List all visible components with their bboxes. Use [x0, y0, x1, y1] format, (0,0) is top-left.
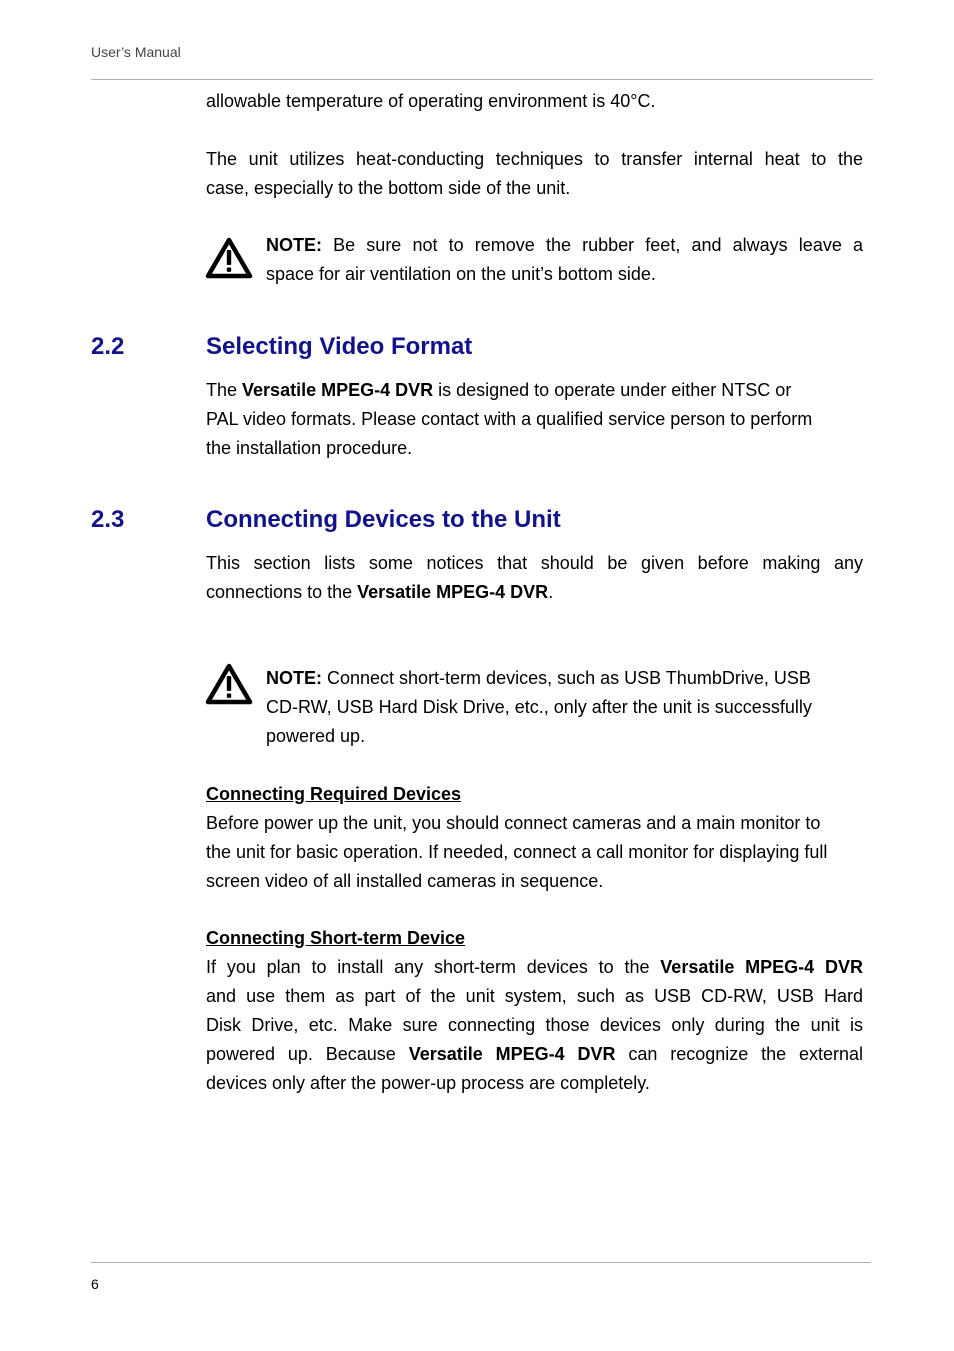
- short-term-line-5: devices only after the power-up process are completely.: [206, 1073, 650, 1093]
- note-ventilation: [266, 231, 863, 289]
- note-ventilation-line-2: space for air ventilation on the unit’s bottom side.: [266, 264, 656, 284]
- note-label: NOTE:: [266, 235, 322, 255]
- note-ventilation-text: Be sure not to remove the rubber feet, and always leave a: [322, 235, 863, 255]
- product-name: Versatile MPEG-4 DVR: [660, 957, 863, 977]
- warning-triangle-icon: [205, 662, 253, 706]
- required-devices-line-3: screen video of all installed cameras in sequence.: [206, 871, 604, 891]
- subheading-required-devices: Connecting Required Devices: [206, 784, 462, 804]
- product-name: Versatile MPEG-4 DVR: [357, 582, 549, 602]
- section-title-selecting-video-format: Selecting Video Format: [206, 333, 473, 360]
- required-devices-line-1: Before power up the unit, you should connect cameras and a main monitor to: [206, 813, 821, 833]
- required-devices-line-2: the unit for basic operation. If needed, connect a call monitor for displaying full: [206, 842, 828, 862]
- video-format-text-post: is designed to operate under either NTSC or: [433, 380, 792, 400]
- section-number-2-3: 2.3: [91, 506, 125, 533]
- connecting-devices-paragraph: [206, 549, 863, 607]
- warning-triangle-icon: [205, 236, 253, 280]
- product-name: Versatile MPEG-4 DVR: [408, 1044, 616, 1064]
- note-short-term-line-1: [266, 664, 863, 693]
- short-term-line-4: [206, 1040, 863, 1069]
- connecting-devices-text-post: .: [548, 582, 554, 602]
- video-format-line-1: [206, 376, 863, 405]
- short-term-text-pre-4: powered up. Because: [206, 1044, 409, 1064]
- subheading-short-term-device: Connecting Short-term Device: [206, 928, 466, 948]
- note-short-term-text: Connect short-term devices, such as USB ThumbDrive, USB: [322, 668, 811, 688]
- note-ventilation-line-1: [266, 231, 863, 260]
- heat-paragraph: [206, 145, 863, 203]
- heat-paragraph-line-2: case, especially to the bottom side of the unit.: [206, 178, 571, 198]
- header-divider: [91, 79, 873, 80]
- short-term-text-post-4: can recognize the external: [615, 1044, 864, 1064]
- page-number: 6: [91, 1276, 99, 1292]
- intro-line: [206, 87, 863, 116]
- heat-paragraph-line-1: The unit utilizes heat-conducting techniques to transfer internal heat to the: [206, 149, 863, 169]
- video-format-paragraph: [206, 376, 863, 463]
- short-term-line-3: Disk Drive, etc. Make sure connecting those devices only during the unit is: [206, 1015, 863, 1035]
- video-format-text-pre: The: [206, 380, 243, 400]
- short-term-device-paragraph: [206, 953, 863, 1098]
- intro-text: allowable temperature of operating environment is 40°C.: [206, 91, 656, 111]
- section-title-connecting-devices: Connecting Devices to the Unit: [206, 506, 561, 533]
- note-short-term-line-2: CD-RW, USB Hard Disk Drive, etc., only after the unit is successfully: [266, 697, 812, 717]
- short-term-text-pre: If you plan to install any short-term devices to the: [206, 957, 661, 977]
- connecting-devices-text-pre: connections to the: [206, 582, 358, 602]
- connecting-devices-line-1: This section lists some notices that should be given before making any: [206, 553, 863, 573]
- note-label: NOTE:: [266, 668, 322, 688]
- short-term-line-2: and use them as part of the unit system, such as USB CD-RW, USB Hard: [206, 986, 863, 1006]
- connecting-devices-line-2: [206, 578, 863, 607]
- section-number-2-2: 2.2: [91, 333, 125, 360]
- footer-divider: [91, 1262, 871, 1263]
- required-devices-paragraph: [206, 809, 863, 896]
- short-term-line-1: [206, 953, 863, 982]
- note-short-term-line-3: powered up.: [266, 726, 366, 746]
- video-format-line-2: PAL video formats. Please contact with a qualified service person to perform: [206, 409, 813, 429]
- running-header: User’s Manual: [91, 44, 181, 60]
- video-format-line-3: the installation procedure.: [206, 438, 413, 458]
- product-name: Versatile MPEG-4 DVR: [242, 380, 434, 400]
- note-short-term-devices: [266, 664, 863, 751]
